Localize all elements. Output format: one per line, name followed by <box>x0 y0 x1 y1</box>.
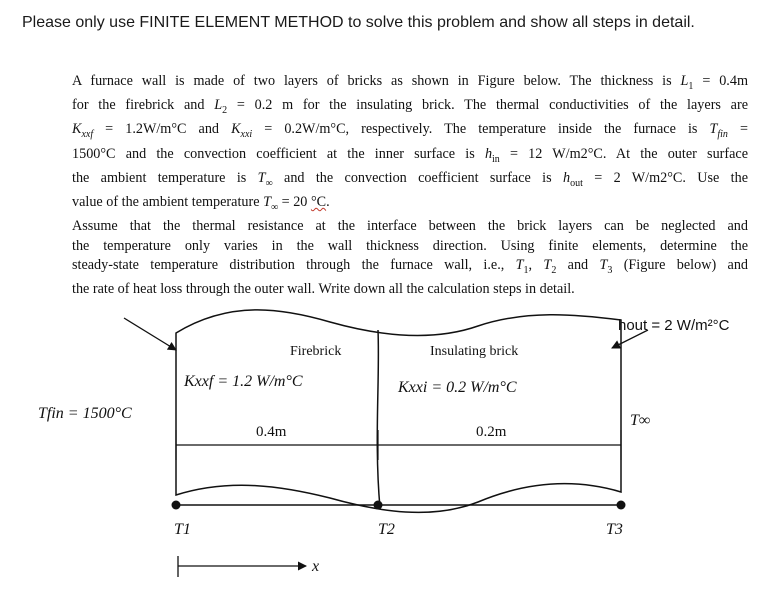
node-1-label: T1 <box>174 521 191 538</box>
node-2-dot <box>374 501 383 510</box>
problem-line-2: for the firebrick and $L_2 = 0.2$ m for the insulating brick. The thermal conductivities of the layers are <box>72 97 749 117</box>
node-3-dot <box>617 501 626 510</box>
instruction-heading: Please only use FINITE ELEMENT METHOD to solve this problem and show all steps in detail. <box>22 14 695 31</box>
problem-line-6: value of the ambient temperature $T_\infty = 20$ °C. <box>72 194 330 213</box>
problem-line-10: the rate of heat loss through the outer wall. Write down all the calculation steps in detail. <box>72 281 575 298</box>
problem-line-7: Assume that the thermal resistance at the interface between the brick layers can be neglected and <box>72 218 748 235</box>
thickness-2-label: 0.2m <box>476 424 507 440</box>
k-insulating-label: Kxxi = 0.2 W/m°C <box>398 379 517 396</box>
k-firebrick-label: Kxxf = 1.2 W/m°C <box>184 373 303 390</box>
tfin-label: Tfin = 1500°C <box>38 405 132 422</box>
problem-line-5: the ambient temperature is $T_\infty$ and the convection coefficient surface is $h_{out} = 2$ W/m2°C. Use the <box>72 169 748 189</box>
problem-line-4: 1500°C and the convection coefficient at the inner surface is $h_{in} = 12$ W/m2°C. At the outer surface <box>72 145 749 165</box>
wall-outline <box>176 310 621 513</box>
node-2-label: T2 <box>378 521 395 538</box>
insulating-brick-label: Insulating brick <box>430 344 519 359</box>
x-axis-label: x <box>312 558 320 575</box>
node-1-dot <box>172 501 181 510</box>
problem-line-9: steady-state temperature distribution through the furnace wall, i.e., $T_1$, $T_2$ and $T_3$ (Figure below) and <box>72 257 749 277</box>
t-inf-label: T∞ <box>630 412 651 429</box>
firebrick-label: Firebrick <box>290 344 342 359</box>
thickness-1-label: 0.4m <box>256 424 287 440</box>
problem-line-8: the temperature only varies in the wall thickness direction. Using finite elements, determine the <box>72 237 748 254</box>
node-3-label: T3 <box>606 521 623 538</box>
interface-line <box>377 330 380 508</box>
hout-label: hout = 2 W/m²°C <box>618 317 730 334</box>
tfin-pointer <box>124 318 176 350</box>
problem-line-1: A furnace wall is made of two layers of bricks as shown in Figure below. The thickness is $L_1 = 0.4m$ <box>72 73 748 92</box>
problem-line-3: $K_{xxf} = 1.2W/m^\circ C$ and $K_{xxi} = 0.2W/m^\circ C$, respectively. The temperature inside the furnace is $T_{fin}$ = <box>72 121 748 141</box>
